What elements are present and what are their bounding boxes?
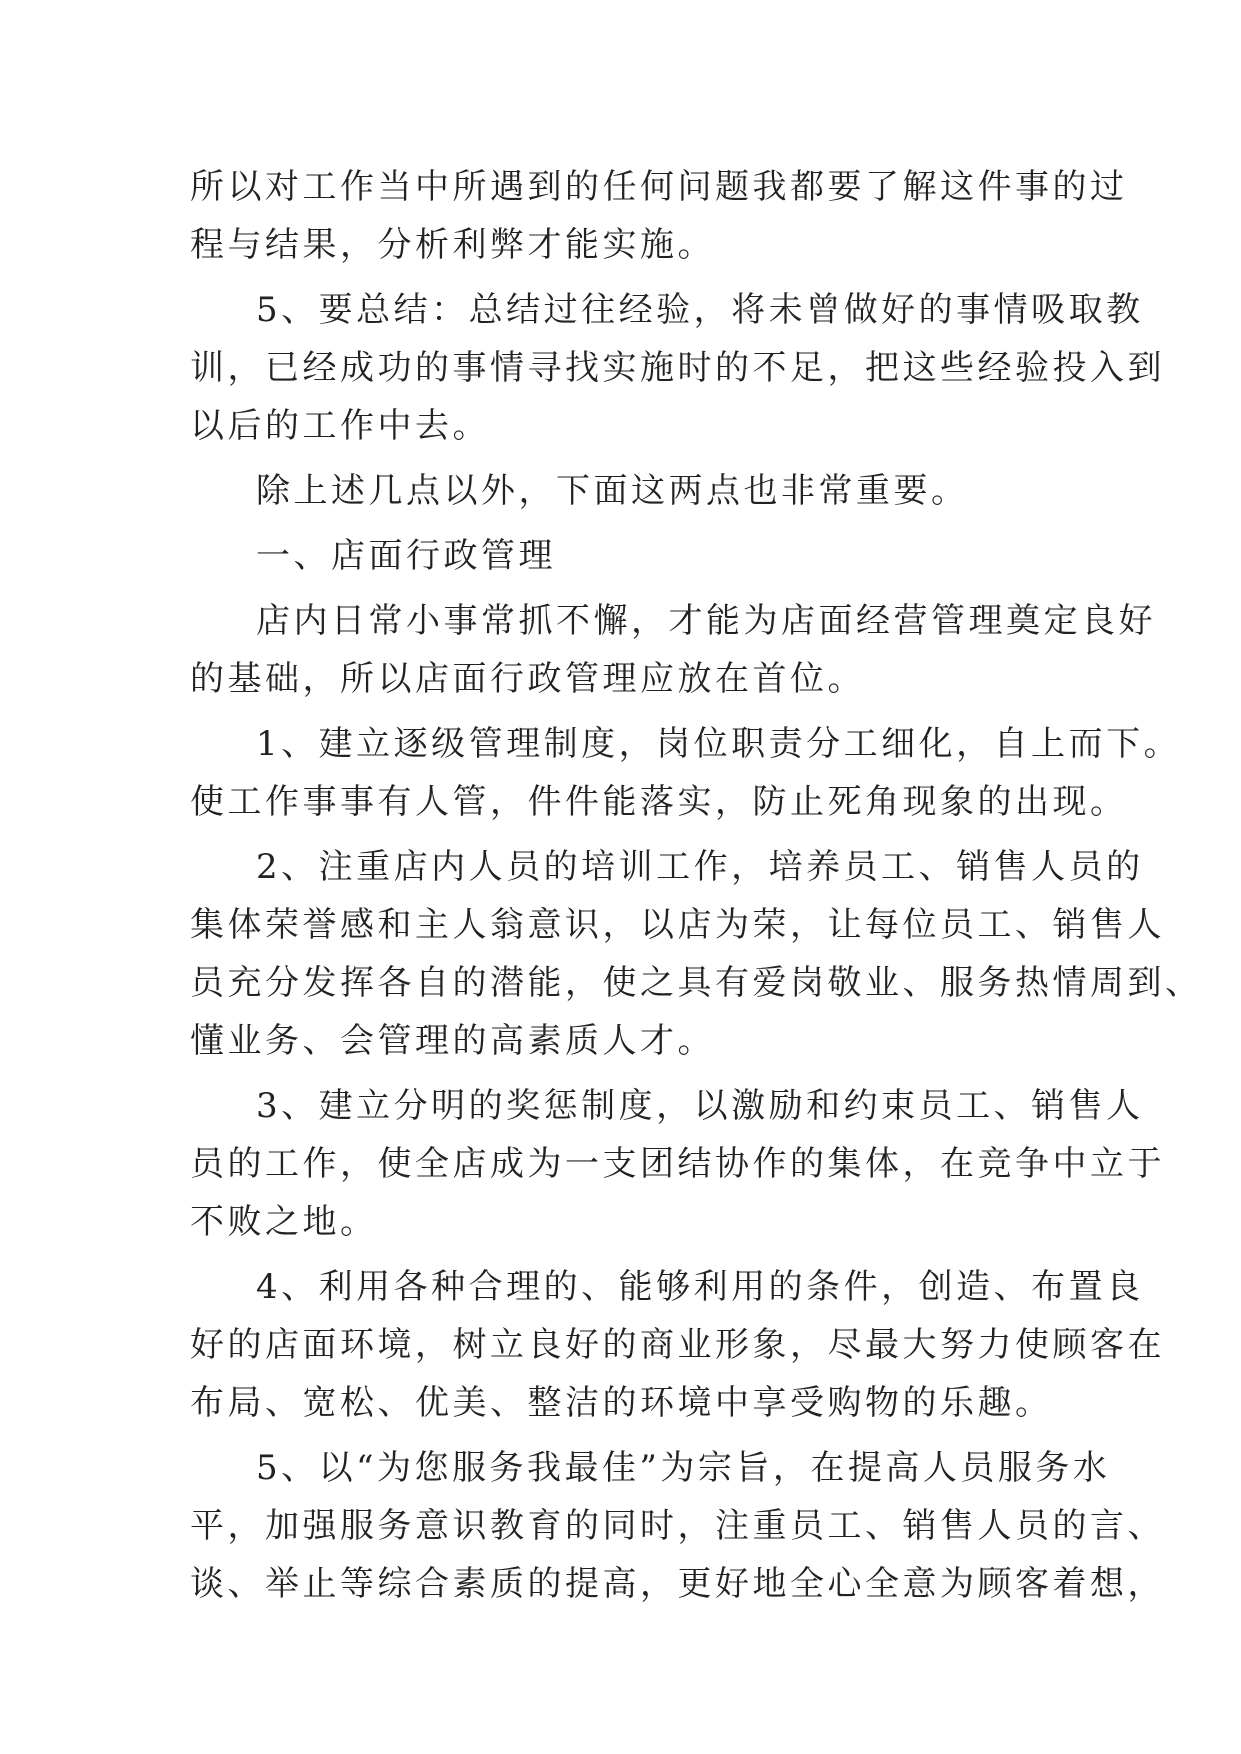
text-line: 程与结果，分析利弊才能实施。 xyxy=(190,225,715,265)
text-line: 平，加强服务意识教育的同时，注重员工、销售人员的言、 xyxy=(190,1506,1165,1546)
text-line: 2、注重店内人员的培训工作，培养员工、销售人员的 xyxy=(256,847,1144,887)
paragraph-gap xyxy=(190,1251,1050,1258)
text-line: 的基础，所以店面行政管理应放在首位。 xyxy=(190,659,865,699)
text-line: 1、建立逐级管理制度，岗位职责分工细化，自上而下。 xyxy=(256,724,1182,764)
text-line: 所以对工作当中所遇到的任何问题我都要了解这件事的过 xyxy=(190,167,1128,207)
text-line: 4、利用各种合理的、能够利用的条件，创造、布置良 xyxy=(256,1267,1144,1307)
text-line: 集体荣誉感和主人翁意识，以店为荣，让每位员工、销售人 xyxy=(190,905,1165,945)
text-line: 使工作事事有人管，件件能落实，防止死角现象的出现。 xyxy=(190,782,1128,822)
text-line: 懂业务、会管理的高素质人才。 xyxy=(190,1021,715,1061)
paragraph-gap xyxy=(190,585,1050,592)
text-line: 除上述几点以外，下面这两点也非常重要。 xyxy=(256,471,969,511)
text-line: 好的店面环境，树立良好的商业形象，尽最大努力使顾客在 xyxy=(190,1325,1165,1365)
document-body xyxy=(190,158,1203,1613)
paragraph-gap xyxy=(190,274,1050,281)
text-line: 3、建立分明的奖惩制度，以激励和约束员工、销售人 xyxy=(256,1086,1144,1126)
text-line: 训，已经成功的事情寻找实施时的不足，把这些经验投入到 xyxy=(190,348,1165,388)
paragraph-gap xyxy=(190,708,1050,715)
text-line: 员充分发挥各自的潜能，使之具有爱岗敬业、服务热情周到、 xyxy=(190,963,1203,1003)
text-line: 以后的工作中去。 xyxy=(190,406,490,446)
text-line: 谈、举止等综合素质的提高，更好地全心全意为顾客着想， xyxy=(190,1564,1165,1604)
text-line: 员的工作，使全店成为一支团结协作的集体，在竞争中立于 xyxy=(190,1144,1165,1184)
text-line: 布局、宽松、优美、整洁的环境中享受购物的乐趣。 xyxy=(190,1383,1053,1423)
paragraph-gap xyxy=(190,1070,1050,1077)
paragraph-gap xyxy=(190,831,1050,838)
text-line: 店内日常小事常抓不懈，才能为店面经营管理奠定良好 xyxy=(256,601,1156,641)
paragraph-gap xyxy=(190,520,1050,527)
paragraph-gap xyxy=(190,455,1050,462)
text-line: 5、以“为您服务我最佳”为宗旨，在提高人员服务水 xyxy=(256,1448,1111,1488)
text-line: 不败之地。 xyxy=(190,1202,378,1242)
text-line: 一、店面行政管理 xyxy=(256,536,556,576)
paragraph-gap xyxy=(190,1432,1050,1439)
text-line: 5、要总结：总结过往经验，将未曾做好的事情吸取教 xyxy=(256,290,1144,330)
